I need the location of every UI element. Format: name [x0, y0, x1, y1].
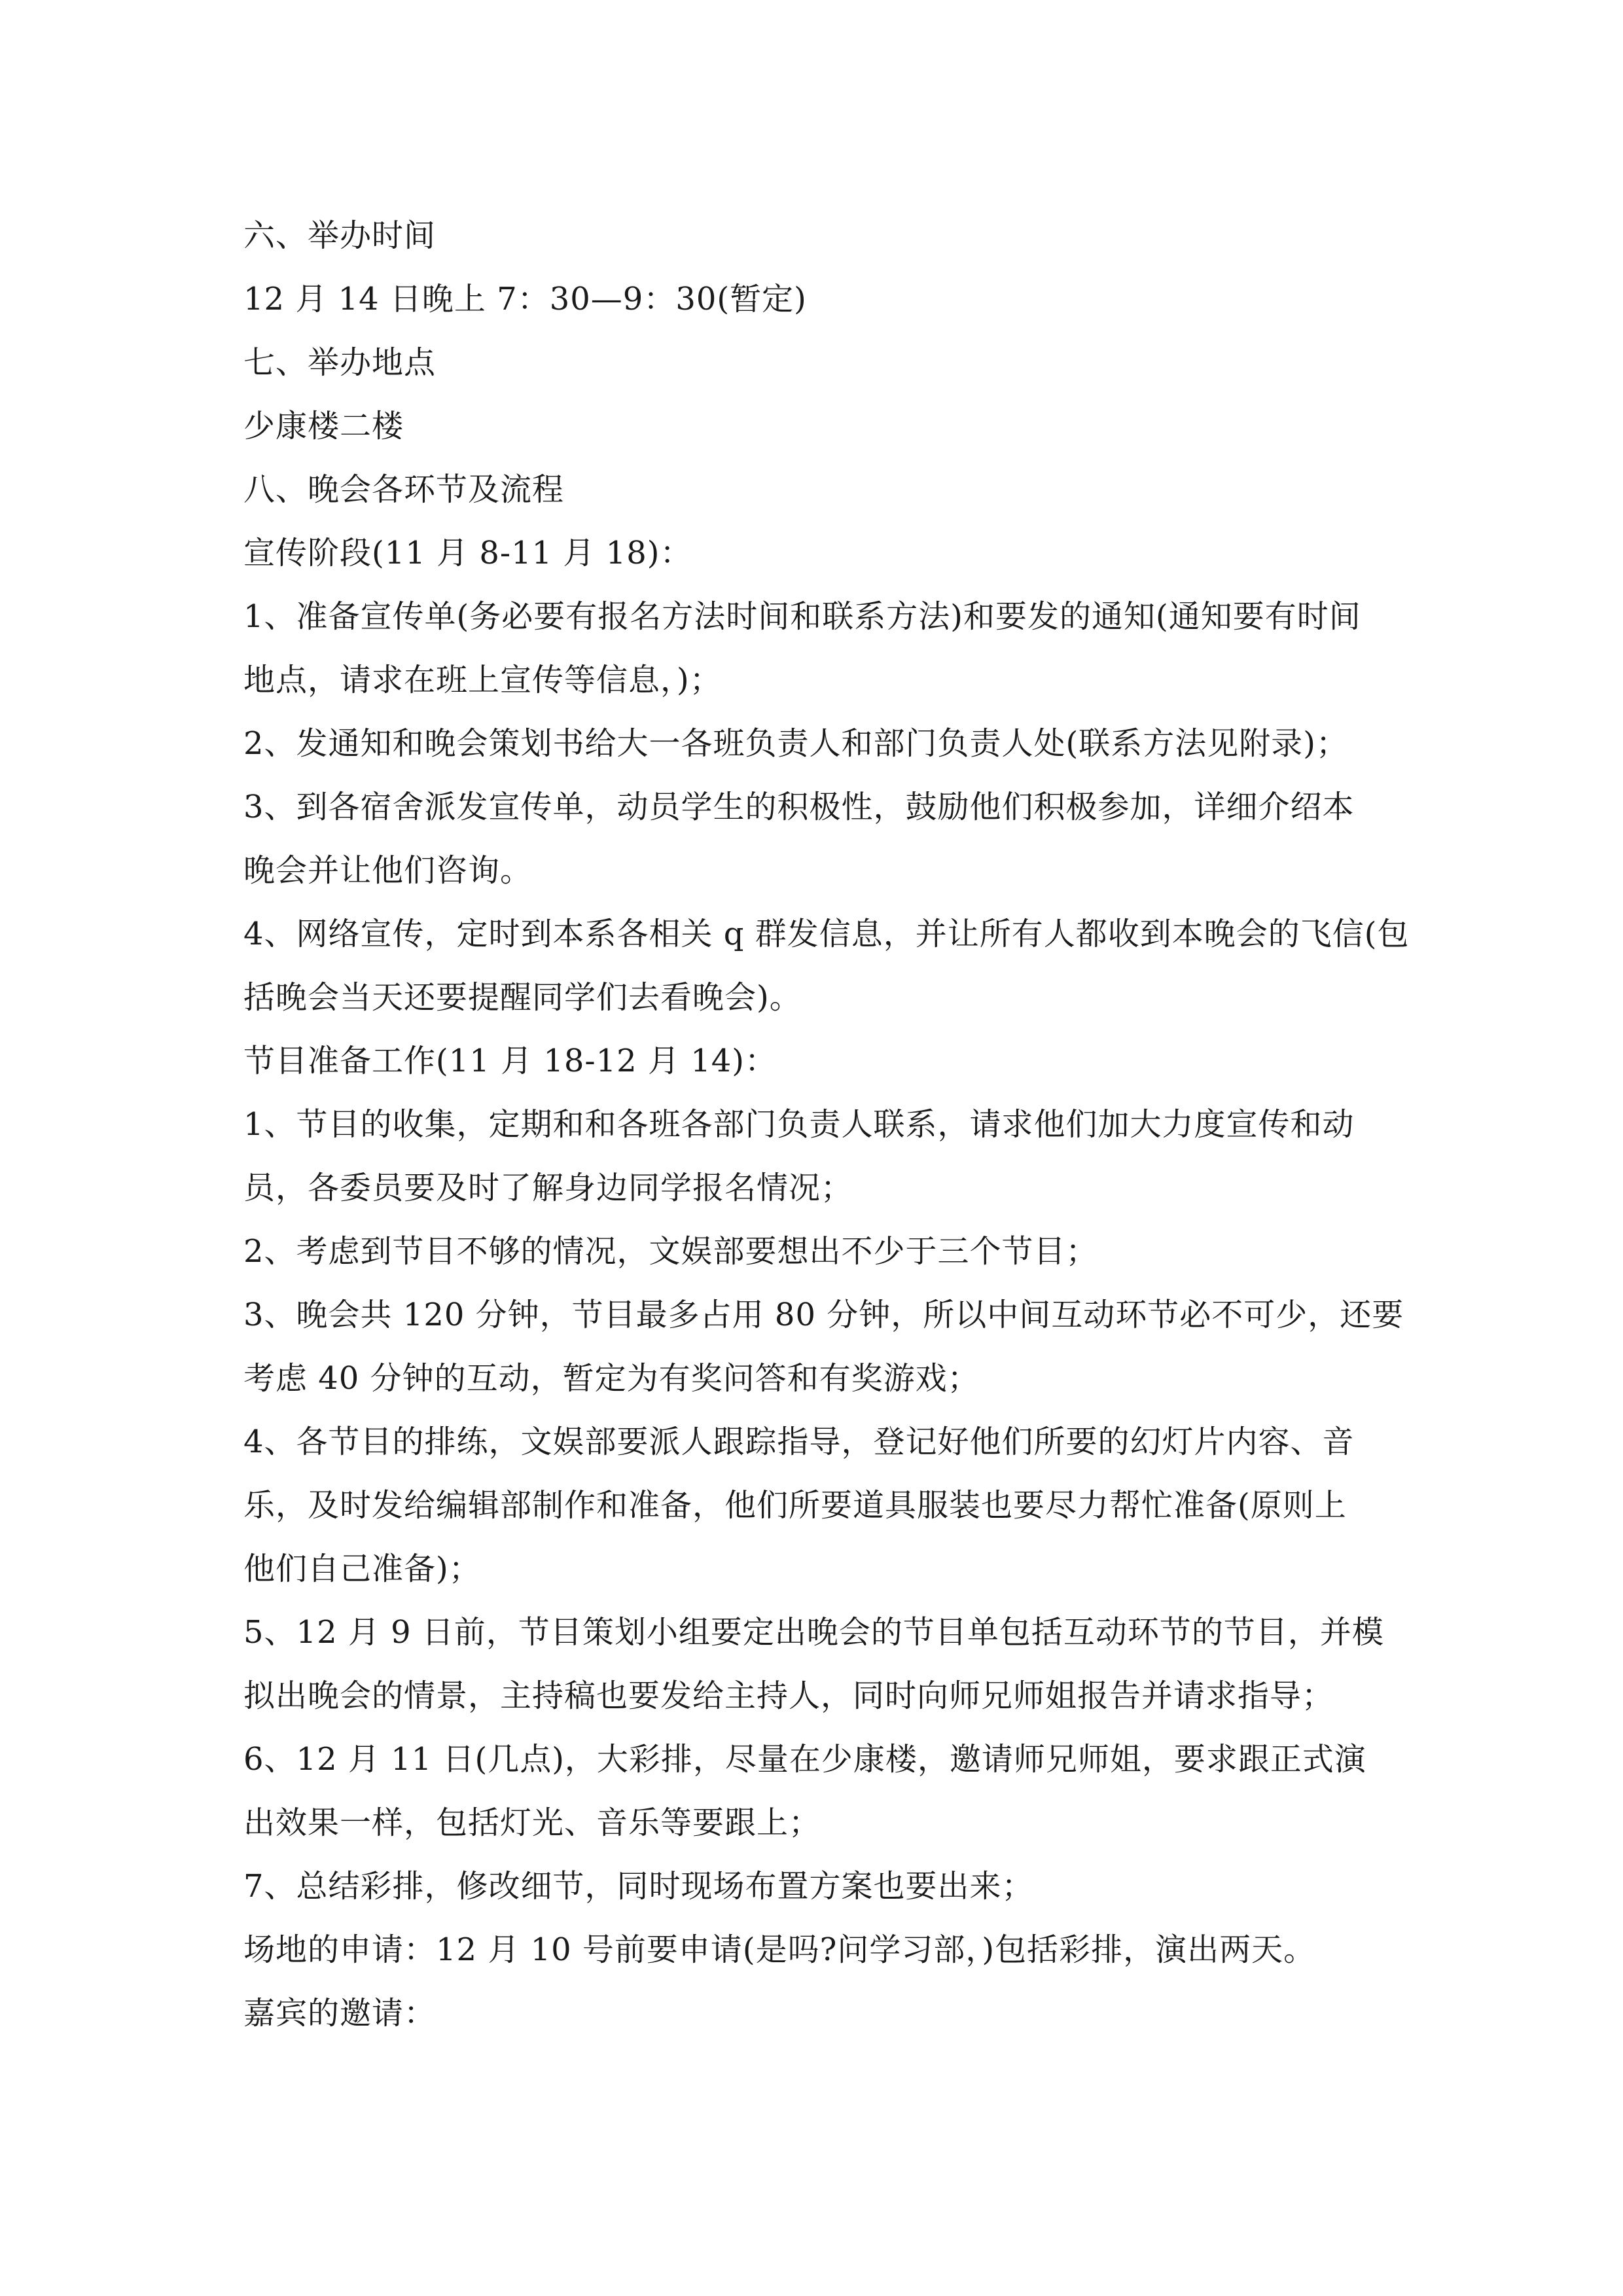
paragraph-line: 括晚会当天还要提醒同学们去看晚会)。 — [243, 979, 802, 1016]
paragraph-line: 晚会并让他们咨询。 — [243, 852, 533, 889]
section-heading-time: 六、举办时间 — [243, 217, 437, 254]
paragraph-line: 乐，及时发给编辑部制作和准备，他们所要道具服装也要尽力帮忙准备(原则上 — [243, 1487, 1347, 1524]
paragraph-line: 3、晚会共 120 分钟，节目最多占用 80 分钟，所以中间互动环节必不可少，还要 — [243, 1297, 1404, 1333]
paragraph-line: 出效果一样，包括灯光、音乐等要跟上； — [243, 1804, 821, 1841]
paragraph-line: 5、12 月 9 日前，节目策划小组要定出晚会的节目单包括互动环节的节目，并模 — [243, 1614, 1384, 1651]
document-body — [243, 204, 1410, 2045]
paragraph-line: 3、到各宿舍派发宣传单，动员学生的积极性，鼓励他们积极参加，详细介绍本 — [243, 789, 1355, 825]
paragraph-line: 他们自己准备)； — [243, 1551, 481, 1587]
paragraph-line: 2、考虑到节目不够的情况，文娱部要想出不少于三个节目； — [243, 1233, 1098, 1270]
paragraph-line: 地点，请求在班上宣传等信息，)； — [243, 662, 722, 698]
paragraph-line: 1、准备宣传单(务必要有报名方法时间和联系方法)和要发的通知(通知要有时间 — [243, 598, 1361, 635]
event-time-text: 12 月 14 日晚上 7：30—9：30(暂定) — [243, 281, 807, 317]
section-heading-process: 八、晚会各环节及流程 — [243, 471, 565, 508]
paragraph-line: 2、发通知和晚会策划书给大一各班负责人和部门负责人处(联系方法见附录)； — [243, 725, 1348, 762]
paragraph-line: 考虑 40 分钟的互动，暂定为有奖问答和有奖游戏； — [243, 1360, 980, 1397]
venue-application-text: 场地的申请：12 月 10 号前要申请(是吗?问学习部，)包括彩排，演出两天。 — [243, 1931, 1316, 1968]
guest-invitation-heading: 嘉宾的邀请： — [243, 1995, 437, 2032]
paragraph-line: 员，各委员要及时了解身边同学报名情况； — [243, 1170, 853, 1206]
paragraph-line: 1、节目的收集，定期和和各班各部门负责人联系，请求他们加大力度宣传和动 — [243, 1106, 1355, 1143]
paragraph-line: 4、网络宣传，定时到本系各相关 q 群发信息，并让所有人都收到本晚会的飞信(包 — [243, 916, 1410, 952]
section-heading-location: 七、举办地点 — [243, 344, 437, 381]
event-location-text: 少康楼二楼 — [243, 408, 404, 444]
subsection-heading-publicity: 宣传阶段(11 月 8-11 月 18)： — [243, 535, 692, 571]
subsection-heading-program-prep: 节目准备工作(11 月 18-12 月 14)： — [243, 1043, 777, 1079]
paragraph-line: 7、总结彩排，修改细节，同时现场布置方案也要出来； — [243, 1868, 1034, 1905]
paragraph-line: 4、各节目的排练，文娱部要派人跟踪指导，登记好他们所要的幻灯片内容、音 — [243, 1424, 1355, 1460]
paragraph-line: 6、12 月 11 日(几点)，大彩排，尽量在少康楼，邀请师兄师姐，要求跟正式演 — [243, 1741, 1366, 1778]
paragraph-line: 拟出晚会的情景，主持稿也要发给主持人，同时向师兄师姐报告并请求指导； — [243, 1677, 1334, 1714]
